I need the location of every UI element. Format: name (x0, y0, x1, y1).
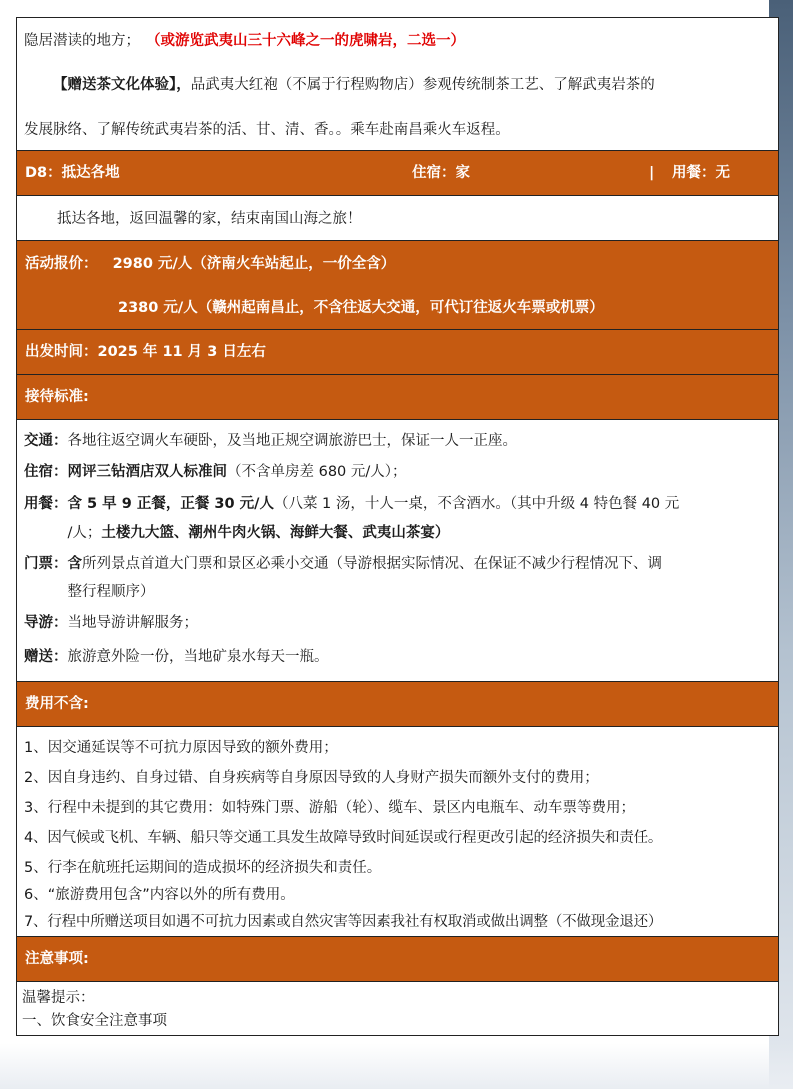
intro-line1: 隐居潜读的地方； （或游览武夷山三十六峰之一的虎啸岩，二选一） (24, 33, 465, 49)
list-item: 4、因气候或飞机、车辆、船只等交通工具发生故障导致时间延误或行程更改引起的经济损失和责任。 (24, 830, 663, 846)
list-item: 3、行程中未提到的其它费用：如特殊门票、游船（轮）、缆车、景区内电瓶车、动车票等费用； (24, 800, 635, 816)
excluded-header: 费用不含: (17, 682, 778, 727)
price-line1: 2980 元/人（济南火车站起止，一价全含） (112, 256, 396, 272)
guide-row: 导游：当地导游讲解服务； (24, 615, 198, 631)
list-item: 2、因自身违约、自身过错、自身疾病等自身原因导致的人身财产损失而额外支付的费用； (24, 770, 599, 786)
gift-row: 赠送：旅游意外险一份，当地矿泉水每天一瓶。 (24, 649, 329, 665)
transport-row: 交通：各地往返空调火车硬卧，及当地正规空调旅游巴士，保证一人一正座。 (24, 433, 517, 449)
itinerary-document (16, 17, 779, 1036)
notice-body (17, 982, 778, 1036)
price-label: 活动报价： (25, 256, 98, 272)
meal-row: 用餐： 含 5 早 9 正餐，正餐 30 元/人（八菜 1 汤，十人一桌，不含酒水。（其中升级 4 特色餐 40 元 /人；土楼九大篮、潮州牛肉火锅、海鲜大餐、武夷山茶宴） (24, 496, 680, 541)
list-item: 7、行程中所赠送项目如遇不可抗力因素或自然灾害等因素我社有权取消或做出调整（不做现金退还） (24, 914, 663, 930)
price-line2: 2380 元/人（赣州起南昌止，不含往返大交通，可代订往返火车票或机票） (118, 300, 604, 316)
excluded-list (17, 727, 778, 937)
day8-header (17, 151, 778, 196)
day8-body: 抵达各地，返回温馨的家，结束南国山海之旅！ (17, 196, 778, 241)
day8-meal: 用餐：无 (672, 165, 730, 181)
departure-section (17, 330, 778, 375)
intro-line3: 发展脉络、了解传统武夷岩茶的活、甘、清、香。。乘车赴南昌乘火车返程。 (24, 122, 510, 138)
ticket-row: 门票： 含所列景点首道大门票和景区必乘小交通（导游根据实际情况、在保证不减少行程情况下、调 整行程顺序） (24, 556, 662, 600)
hotel-row: 住宿：网评三钻酒店双人标准间（不含单房差 680 元/人）； (24, 464, 407, 480)
notice-line2: 一、饮食安全注意事项 (22, 1013, 167, 1029)
departure-time: 出发时间：2025 年 11 月 3 日左右 (25, 344, 266, 360)
price-section (17, 241, 778, 330)
standard-body (17, 420, 778, 682)
day8-stay: 住宿：家 (412, 165, 470, 181)
day8-title: D8：抵达各地 (25, 165, 120, 181)
notice-line1: 温馨提示： (22, 990, 95, 1006)
tea-experience-label: 【赠送茶文化体验】， (53, 76, 191, 93)
alt-option-text: （或游览武夷山三十六峰之一的虎啸岩，二选一） (146, 33, 465, 49)
notice-header: 注意事项: (17, 937, 778, 982)
background-fade (0, 1043, 793, 1089)
tea-experience-line: 【赠送茶文化体验】，品武夷大红袍（不属于行程购物店）参观传统制茶工艺、了解武夷岩茶的 (53, 76, 655, 93)
day8-separator: | (649, 165, 655, 181)
list-item: 1、因交通延误等不可抗力原因导致的额外费用； (24, 740, 338, 756)
list-item: 5、行李在航班托运期间的造成损坏的经济损失和责任。 (24, 860, 382, 876)
standard-header: 接待标准: (17, 375, 778, 420)
day7-continuation (17, 18, 778, 151)
list-item: 6、“旅游费用包含”内容以外的所有费用。 (24, 887, 295, 903)
